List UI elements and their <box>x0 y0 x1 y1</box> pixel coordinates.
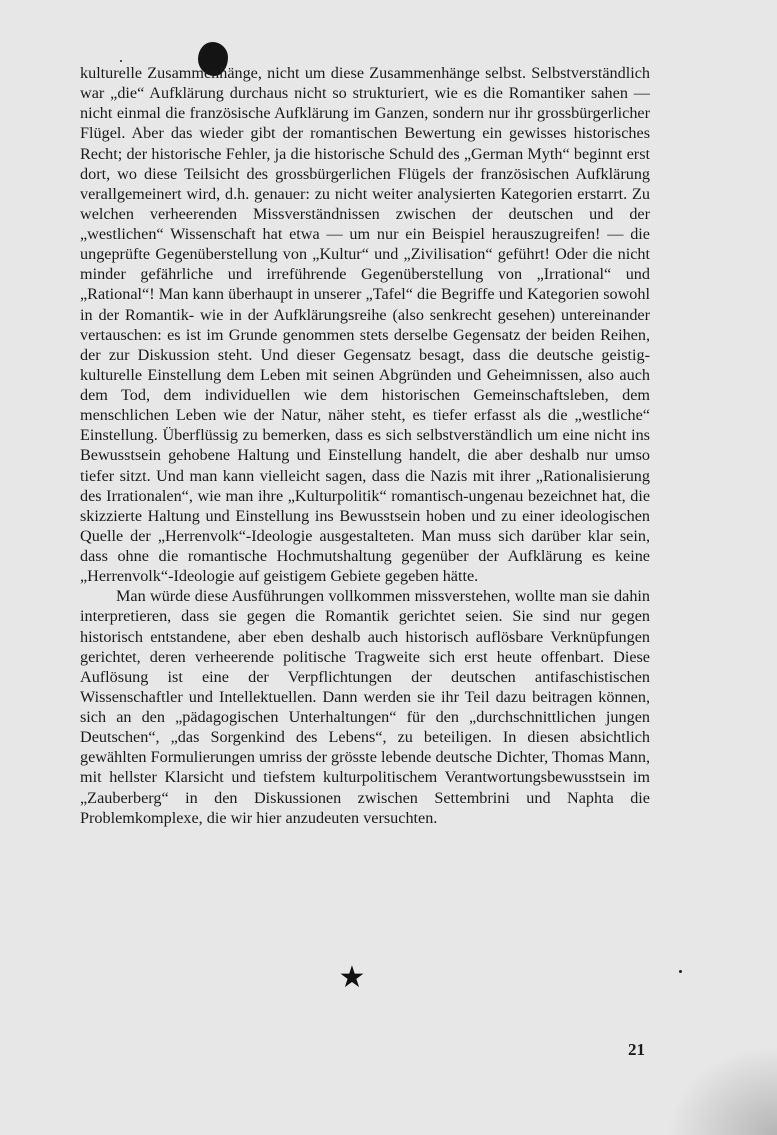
paper-edge-shadow <box>667 1045 777 1135</box>
paragraph-1: kulturelle Zusammenhänge, nicht um diese Zusammenhänge selbst. Selbstverständlich war „die“ Aufklärung durchaus nicht so strukturiert, wie es die Romantiker sahen — nicht einmal die französische Aufklärung im Ganzen, sondern nur ihr grossbürgerlicher Flügel. Aber das wieder gibt der romantischen Bewertung ein gewisses historisches Recht; der historische Fehler, ja die historische Schuld des „German Myth“ beginnt erst dort, wo diese Teilsicht des grossbürgerlichen Flügels der französischen Aufklärung verallgemeinert wird, d.h. genauer: zu nicht weiter analysierten Kategorien erstarrt. Zu welchen verheerenden Missverständnissen zwischen der deutschen und der „westlichen“ Wissenschaft hat etwa — um nur ein Beispiel herauszugreifen! — die ungeprüfte Gegenüberstellung von „Kultur“ und „Zivilisation“ geführt! Oder die nicht minder gefährliche und irreführende Gegenüberstellung von „Irrational“ und „Rational“! Man kann überhaupt in unserer „Tafel“ die Begriffe und Kategorien sowohl in der Romantik- wie in der Aufklärungsreihe (also senkrecht gesehen) untereinander vertauschen: es ist im Grunde genommen stets derselbe Gegensatz der beiden Reihen, der zur Diskussion steht. Und dieser Gegensatz besagt, dass die deutsche geistig-kulturelle Einstellung dem Leben mit seinen Abgründen und Geheimnissen, also auch dem Tod, dem individuellen wie dem historischen Gemeinschaftsleben, dem menschlichen Leben wie der Natur, näher steht, es tiefer erfasst als die „westliche“ Einstellung. Überflüssig zu bemerken, dass es sich selbstverständlich um eine nicht ins Bewusstsein gehobene Haltung und Einstellung handelt, die aber deshalb nur umso tiefer sitzt. Und man kann vielleicht sagen, dass die Nazis mit ihrer „Rationalisierung des Irrationalen“, wie man ihre „Kulturpolitik“ romantisch-ungenau bezeichnet hat, die skizzierte Haltung und Einstellung ins Bewusstsein hoben und zu einer ideologischen Quelle der „Herrenvolk“-Ideologie ausgestalteten. Man muss sich darüber klar sein, dass ohne die romantische Hochmutshaltung gegenüber der Aufklärung es keine „Herrenvolk“-Ideologie auf geistigem Gebiete gegeben hätte. <box>80 64 650 586</box>
page-number: 21 <box>628 1040 645 1059</box>
ink-speck <box>120 60 122 62</box>
ink-speck <box>679 970 682 973</box>
star-separator-icon: ★ <box>338 961 366 994</box>
body-text <box>80 63 650 828</box>
paragraph-2: Man würde diese Ausführungen vollkommen missverstehen, wollte man sie dahin interpretieren, dass sie gegen die Romantik gerichtet seien. Sie sind nur gegen historisch entstandene, aber eben deshalb auch historisch auflösbare Verknüpfungen gerichtet, deren verheerende politische Tragweite sich erst heute offenbart. Diese Auflösung ist eine der Verpflichtungen der deutschen antifaschistischen Wissenschaftler und Intellektuellen. Dann werden sie ihr Teil dazu beitragen können, sich an den „pädagogischen Unterhaltungen“ für den „durchschnittlichen jungen Deutschen“, „das Sorgenkind des Lebens“, zu beteiligen. In diesen absichtlich gewählten Formulierungen umriss der grösste lebende deutsche Dichter, Thomas Mann, mit hellster Klarsicht und tiefstem kulturpolitischem Verantwortungsbewusstsein im „Zauberberg“ in den Diskussionen zwischen Settembrini und Naphta die Problemkomplexe, die wir hier anzudeuten versuchten. <box>80 587 650 827</box>
